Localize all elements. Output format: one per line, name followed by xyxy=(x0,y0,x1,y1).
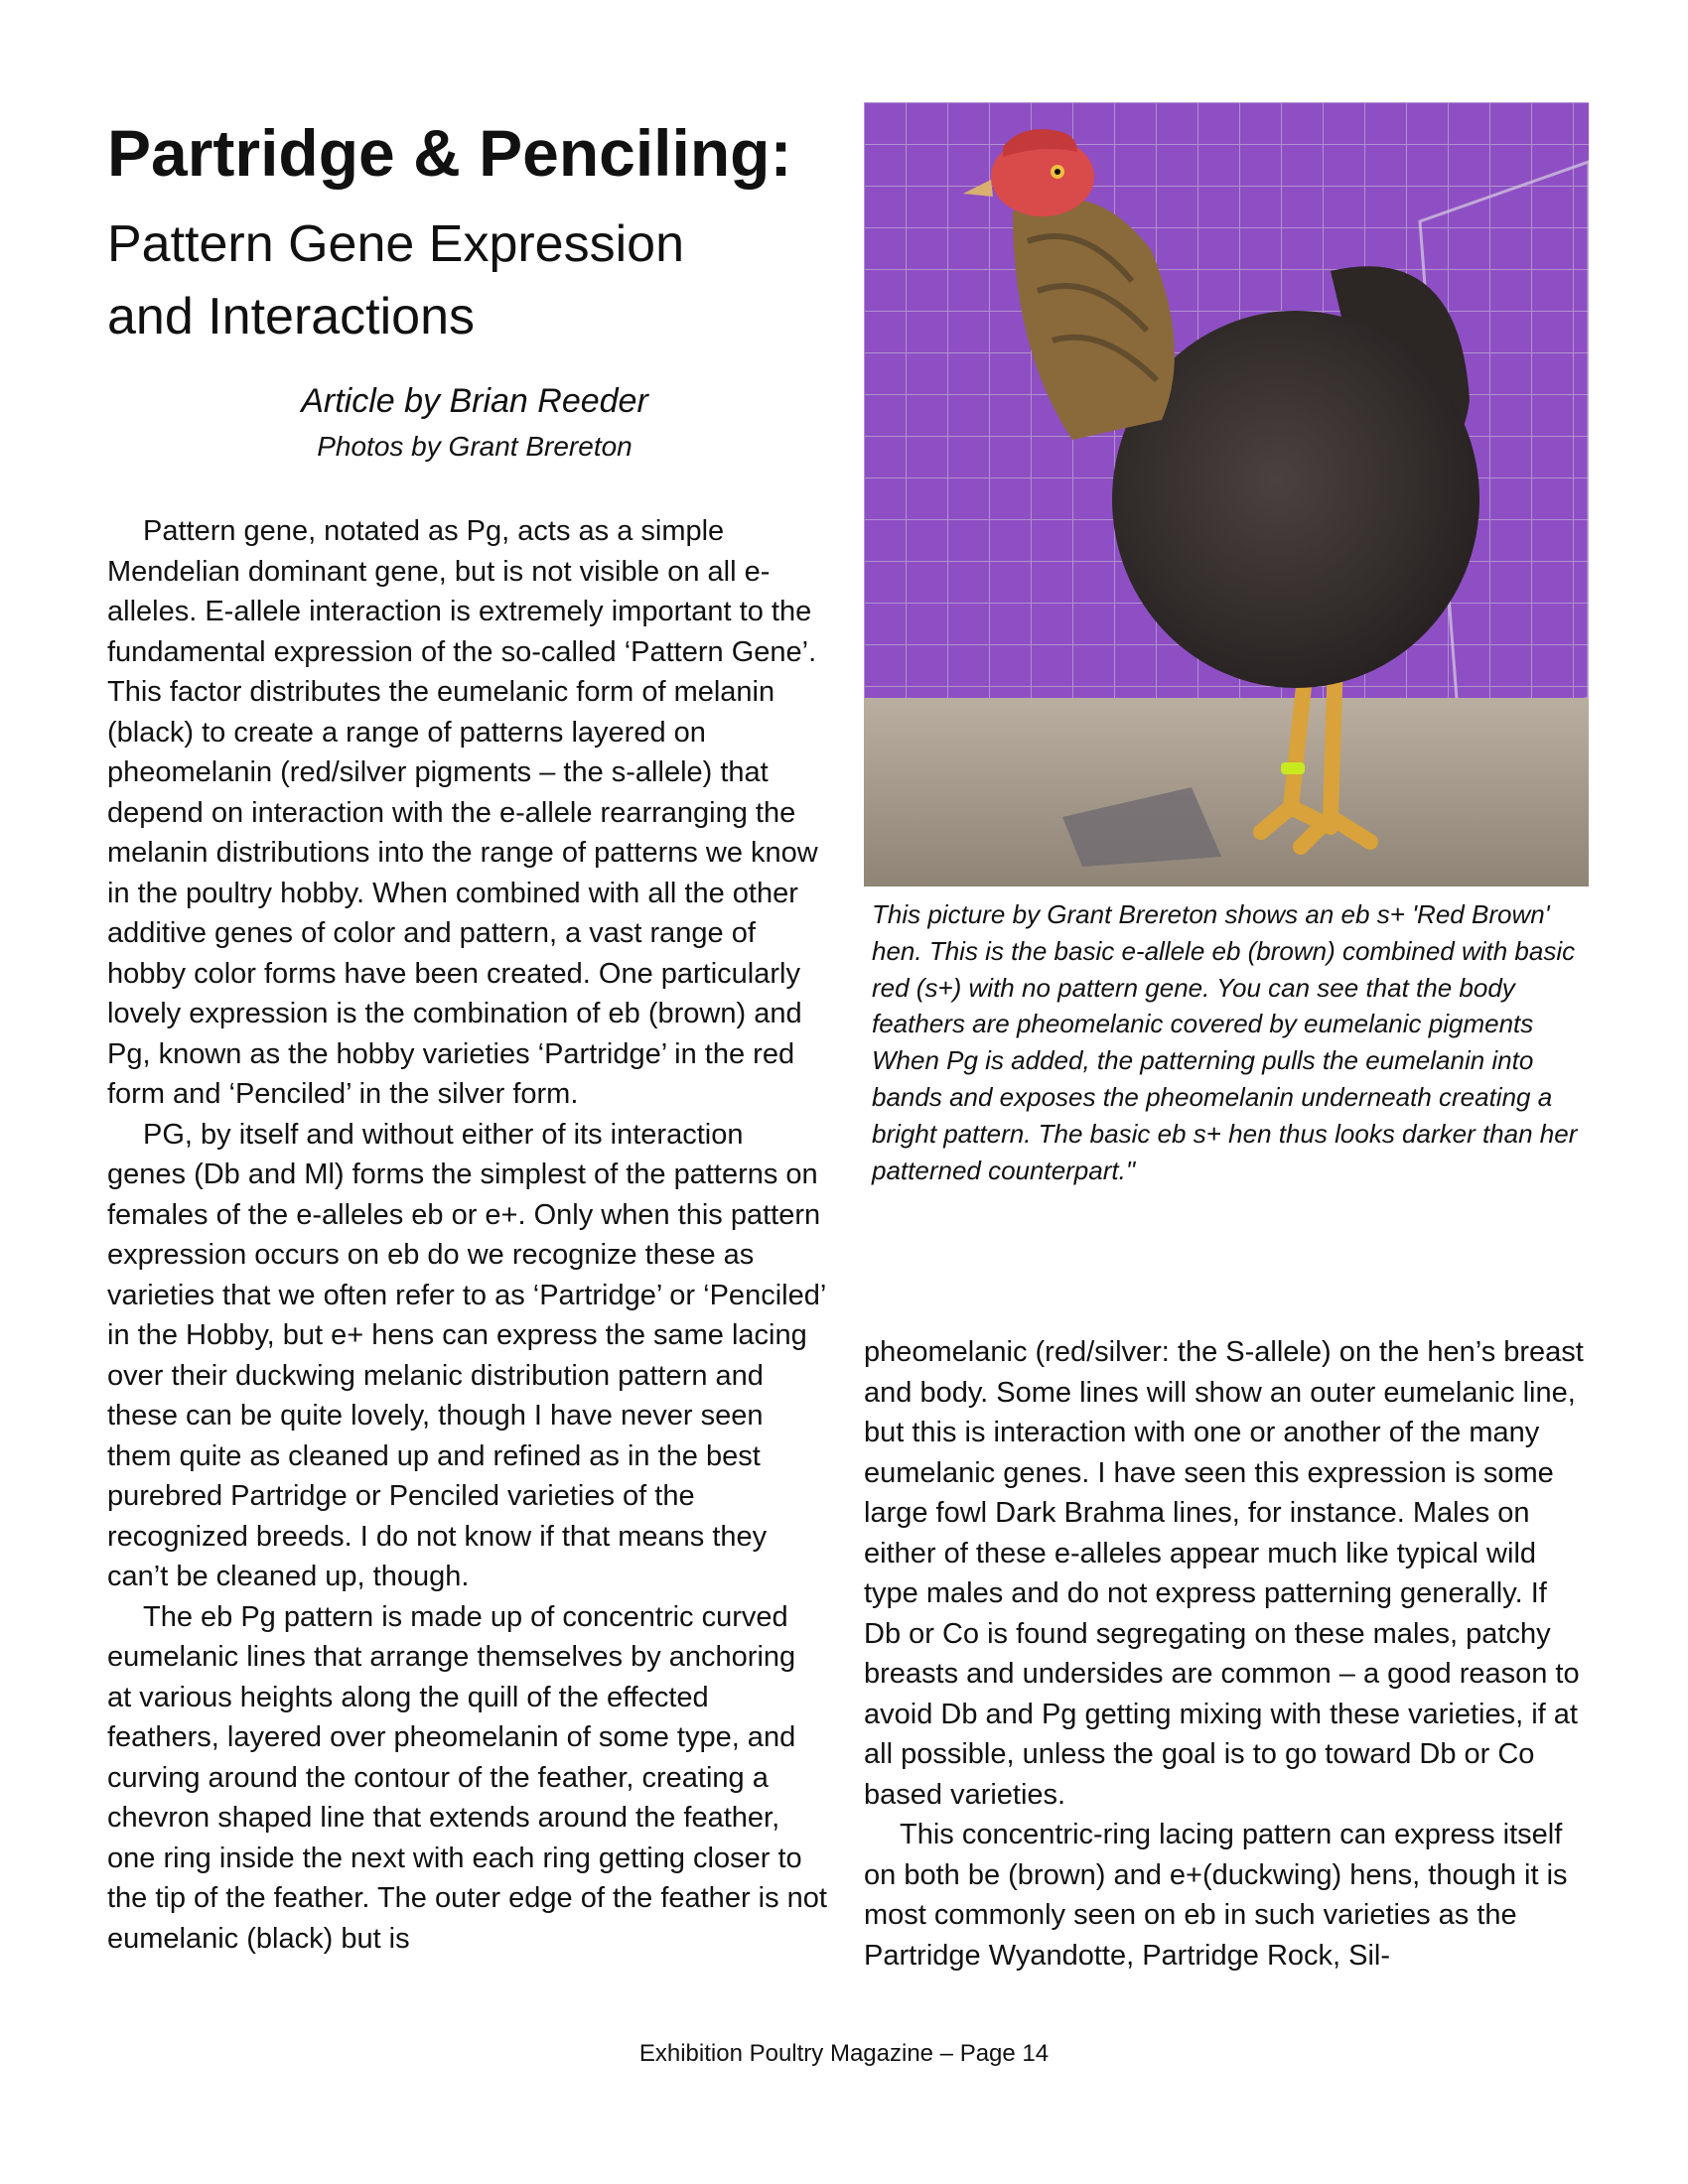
body-paragraph: This concentric-ring lacing pattern can express itself on both be (brown) and e+(duckwing) hens, though it is most commonly seen on eb in such varieties as the Partridge Wyandotte, Partridge Rock, Sil- xyxy=(864,1819,1568,1972)
body-column-right xyxy=(864,1332,1589,1976)
hen-photo xyxy=(864,102,1589,887)
leg-band xyxy=(1281,762,1305,774)
body-paragraph: PG, by itself and without either of its interaction genes (Db and Ml) forms the simplest of the patterns on females of the e-alleles eb or e+. Only when this pattern expression occurs on eb do we recognize these as varieties that we often refer to as ‘Partridge’ or ‘Penciled’ in the Hobby, but e+ hens can express the same lacing over their duckwing melanic distribution pattern and these can be quite lovely, though I have never seen them quite as cleaned up and refined as in the best purebred Partridge or Penciled varieties of the recognized breeds. I do not know if that means they can’t be cleaned up, though. xyxy=(107,1118,826,1592)
article-subtitle xyxy=(107,208,842,353)
photo-credit: Photos by Grant Brereton xyxy=(317,431,633,462)
subtitle-line-1: Pattern Gene Expression xyxy=(107,215,684,273)
subtitle-line-2: and Interactions xyxy=(107,287,476,345)
body-paragraph: The eb Pg pattern is made up of concentric curved eumelanic lines that arrange themselves by anchoring at various heights along the quill of the effected feathers, layered over pheomelanin of some type, and curving around the contour of the feather, creating a chevron shaped line that extends around the feather, one ring inside the next with each ring getting closer to the tip of the feather. The outer edge of the feather is not eumelanic (black) but is xyxy=(107,1600,827,1955)
article-title: Partridge & Penciling: xyxy=(107,116,792,190)
photo-caption: This picture by Grant Brereton shows an eb s+ 'Red Brown' hen. This is the basic e-allele eb (brown) combined with basic red (s+) with no pattern gene. You can see that the body feathers are pheomelanic covered by eumelanic pigments When Pg is added, the patterning pulls the eumelanin into bands and exposes the pheomelanin underneath creating a bright pattern. The basic eb s+ hen thus looks darker than her patterned counterpart." xyxy=(872,899,1578,1185)
hen-illustration xyxy=(864,102,1589,887)
body-column-left xyxy=(107,511,827,1959)
author-byline: Article by Brian Reeder xyxy=(301,382,648,420)
body-paragraph: Pattern gene, notated as Pg, acts as a simple Mendelian dominant gene, but is not visible on all e-alleles. E-allele interaction is extremely important to the fundamental expression of the so-called ‘Pattern Gene’. This factor distributes the eumelanic form of melanin (black) to create a range of patterns layered on pheomelanin (red/silver pigments – the s-allele) that depend on interaction with the e-allele rearranging the melanin distributions into the range of patterns we know in the poultry hobby. When combined with all the other additive genes of color and pattern, a vast range of hobby color forms have been created. One particularly lovely expression is the combination of eb (brown) and Pg, known as the hobby varieties ‘Partridge’ in the red form and ‘Penciled’ in the silver form. xyxy=(107,515,818,1110)
cage-floor xyxy=(864,698,1589,887)
page-footer: Exhibition Poultry Magazine – Page 14 xyxy=(638,2040,1050,2067)
body-paragraph: pheomelanic (red/silver: the S-allele) on the hen’s breast and body. Some lines will show an outer eumelanic line, but this is interaction with one or another of the many eumelanic genes. I have seen this expression is some large fowl Dark Brahma lines, for instance. Males on either of these e-alleles appear much like typical wild type males and do not express patterning generally. If Db or Co is found segregating on these males, patchy breasts and undersides are common – a good reason to avoid Db and Pg getting mixing with these varieties, if at all possible, unless the goal is to go toward Db or Co based varieties. xyxy=(864,1336,1584,1811)
